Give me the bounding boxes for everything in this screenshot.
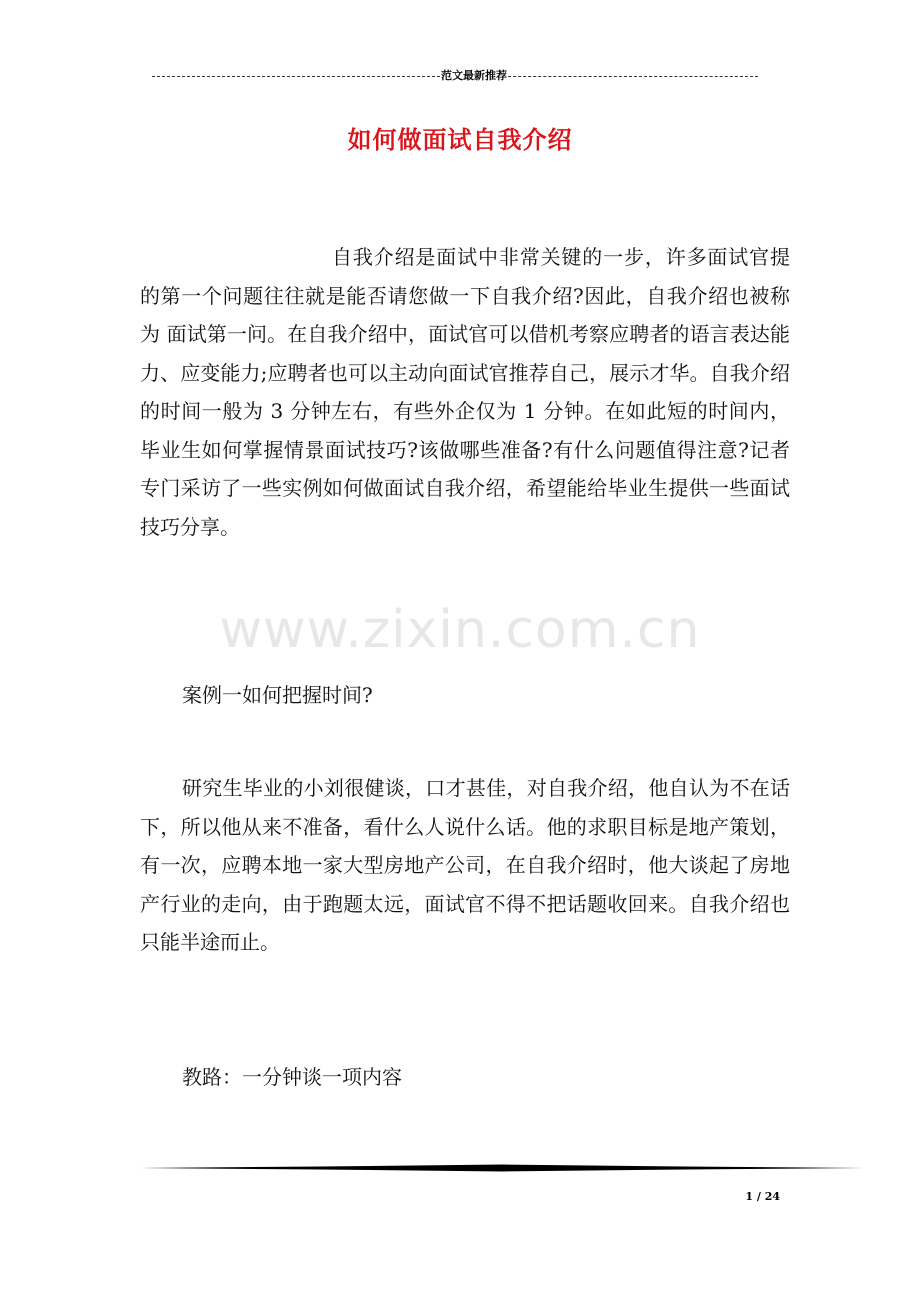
paragraph-case-story: 研究生毕业的小刘很健谈，口才甚佳，对自我介绍，他自认为不在话下，所以他从来不准备，看什么人说什么话。他的求职目标是地产策划，有一次，应聘本地一家大型房地产公司，在自我介绍时，他大谈起了房地产行业的走向，由于跑题太远，面试官不得不把话题收回来。自我介绍也只能半途而止。 (140, 776, 790, 954)
header-label: 范文最新推荐 (441, 69, 507, 82)
page-header (140, 68, 770, 84)
header-dash-right (508, 76, 758, 77)
paragraph-case-heading: 案例一如何把握时间? (182, 683, 373, 707)
header-dash-left (152, 76, 440, 77)
page-number: 1 / 24 (745, 1190, 780, 1203)
paragraph-intro: 自我介绍是面试中非常关键的一步，许多面试官提的第一个问题往往就是能否请您做一下自我介绍?因此，自我介绍也被称为 面试第一问。在自我介绍中，面试官可以借机考察应聘者的语言表达能力、应变能力;应聘者也可以主动向面试官推荐自己，展示才华。自我介绍的时间一般为 3 分钟左右，有些外企仅为 1 分钟。在如此短的时间内，毕业生如何掌握情景面试技巧?该做哪些准备?有什么问题值得注意?记者专门采访了一些实例如何做面试自我介绍，希望能给毕业生提供一些面试技巧分享。 (140, 245, 790, 539)
document-title: 如何做面试自我介绍 (347, 125, 573, 154)
watermark: www.zixin.com.cn (219, 600, 701, 660)
paragraph-lesson: 教路：一分钟谈一项内容 (182, 1065, 402, 1089)
footer-rule (140, 1162, 864, 1174)
